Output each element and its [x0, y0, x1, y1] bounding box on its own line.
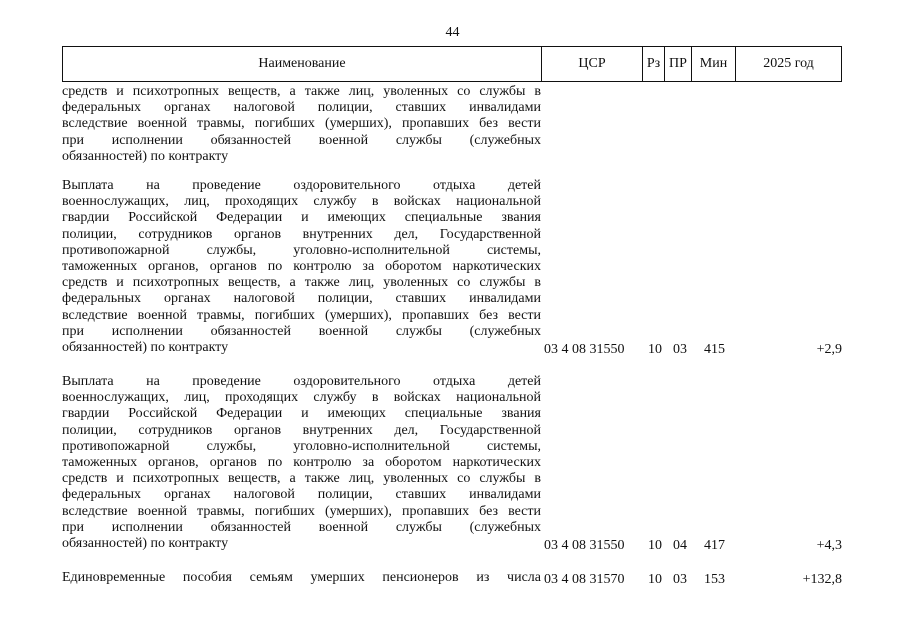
row-name-line: федеральных органах налоговой полиции, ставших инвалидами [62, 487, 541, 503]
row-name-line: вследствие военной травмы, погибших (умерших), пропавших без вести [62, 307, 541, 323]
row-name [62, 84, 541, 165]
header-name: Наименование [63, 47, 542, 81]
header-rz: Рз [643, 47, 665, 81]
row-name-line: гвардии Российской Федерации и имеющих специальные звания [62, 406, 541, 422]
row-codes [544, 342, 842, 358]
row-name [62, 178, 541, 356]
row-name-line: таможенных органов, органов по контролю за оборотом наркотических [62, 455, 541, 471]
csr-code: 03 4 08 31550 [544, 538, 625, 553]
row-name [62, 374, 541, 552]
row-name-line: федеральных органах налоговой полиции, ставших инвалидами [62, 100, 541, 116]
row-name-line: Единовременные пособия семьям умерших пенсионеров из числа [62, 570, 541, 585]
row-name-line: при исполнении обязанностей военной службы (служебных [62, 519, 541, 535]
row-codes [544, 572, 842, 588]
rz-code: 10 [648, 342, 662, 357]
pr-code: 03 [673, 572, 687, 587]
rz-code: 10 [648, 572, 662, 587]
header-year: 2025 год [763, 56, 814, 71]
row-name-line: средств и психотропных веществ, а также лиц, уволенных со службы в [62, 275, 541, 291]
table-row [62, 178, 842, 358]
year-value: +4,3 [816, 538, 842, 553]
row-name-line: гвардии Российской Федерации и имеющих специальные звания [62, 210, 541, 226]
row-name-line: вследствие военной травмы, погибших (умерших), пропавших без вести [62, 503, 541, 519]
row-name-line: таможенных органов, органов по контролю за оборотом наркотических [62, 259, 541, 275]
rz-code: 10 [648, 538, 662, 553]
row-name-line: противопожарной службы, уголовно-исполнительной системы, [62, 438, 541, 454]
page-number: 44 [445, 25, 460, 40]
row-name-line: при исполнении обязанностей военной службы (служебных [62, 323, 541, 339]
row-name-line: полиции, сотрудников органов внутренних дел, Государственной [62, 226, 541, 242]
min-code: 415 [704, 342, 725, 357]
min-code: 153 [704, 572, 725, 587]
year-value: +2,9 [816, 342, 842, 357]
header-min: Мин [692, 47, 736, 81]
csr-code: 03 4 08 31550 [544, 342, 625, 357]
row-name [62, 570, 541, 586]
header-csr: ЦСР [542, 47, 643, 81]
row-name-line: средств и психотропных веществ, а также лиц, уволенных со службы в [62, 84, 541, 99]
csr-code: 03 4 08 31570 [544, 572, 625, 587]
row-codes [544, 538, 842, 554]
min-code: 417 [704, 538, 725, 553]
row-name-line: обязанностей) по контракту [62, 148, 229, 164]
pr-code: 04 [673, 538, 687, 553]
row-name-line: полиции, сотрудников органов внутренних дел, Государственной [62, 422, 541, 438]
row-name-line: при исполнении обязанностей военной службы (служебных [62, 132, 541, 148]
table-row [62, 570, 842, 588]
row-name-line: военнослужащих, лиц, проходящих службу в войсках национальной [62, 194, 541, 210]
table-header [62, 46, 842, 82]
row-name-line: Выплата на проведение оздоровительного отдыха детей [62, 374, 541, 389]
row-name-line: военнослужащих, лиц, проходящих службу в войсках национальной [62, 390, 541, 406]
pr-code: 03 [673, 342, 687, 357]
table-row [62, 374, 842, 554]
row-name-line: обязанностей) по контракту [62, 536, 229, 552]
row-name-line: средств и психотропных веществ, а также лиц, уволенных со службы в [62, 471, 541, 487]
row-name-line: вследствие военной травмы, погибших (умерших), пропавших без вести [62, 116, 541, 132]
year-value: +132,8 [802, 572, 842, 587]
table-row [62, 84, 842, 166]
header-pr: ПР [665, 47, 692, 81]
row-name-line: противопожарной службы, уголовно-исполнительной системы, [62, 242, 541, 258]
row-name-line: обязанностей) по контракту [62, 340, 229, 356]
row-name-line: федеральных органах налоговой полиции, ставших инвалидами [62, 291, 541, 307]
row-name-line: Выплата на проведение оздоровительного отдыха детей [62, 178, 541, 193]
